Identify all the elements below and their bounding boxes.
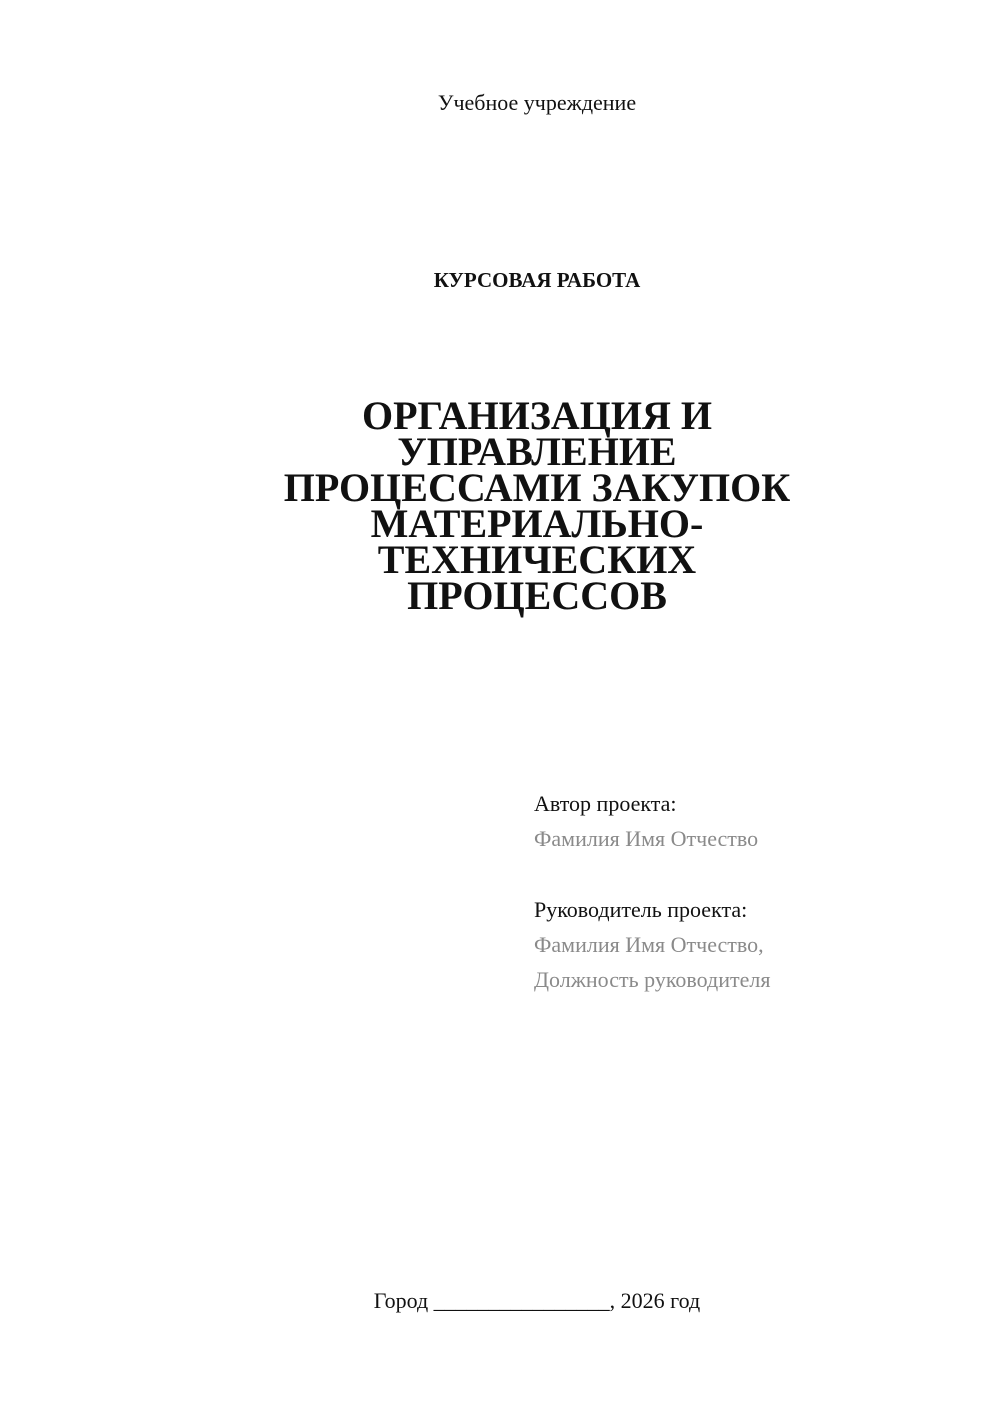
author-name: Фамилия Имя Отчество [534, 826, 759, 851]
city-year-footer: Город ________________, 2026 год [373, 1288, 701, 1313]
supervisor-position: Должность руководителя [534, 967, 771, 992]
title-line: ПРОЦЕССОВ [407, 573, 667, 618]
supervisor-label: Руководитель проекта: [534, 897, 748, 922]
author-block [534, 786, 758, 856]
supervisor-block [534, 892, 770, 997]
document-title [226, 393, 848, 618]
author-label: Автор проекта: [534, 791, 677, 816]
institution-name: Учебное учреждение [437, 90, 637, 115]
work-type: КУРСОВАЯ РАБОТА [433, 268, 641, 292]
title-line: ОРГАНИЗАЦИЯ И УПРАВЛЕНИЕ [362, 393, 712, 474]
title-line: МАТЕРИАЛЬНО-ТЕХНИЧЕСКИХ [370, 501, 704, 582]
title-line: ПРОЦЕССАМИ ЗАКУПОК [283, 465, 791, 510]
supervisor-name: Фамилия Имя Отчество, [534, 932, 764, 957]
